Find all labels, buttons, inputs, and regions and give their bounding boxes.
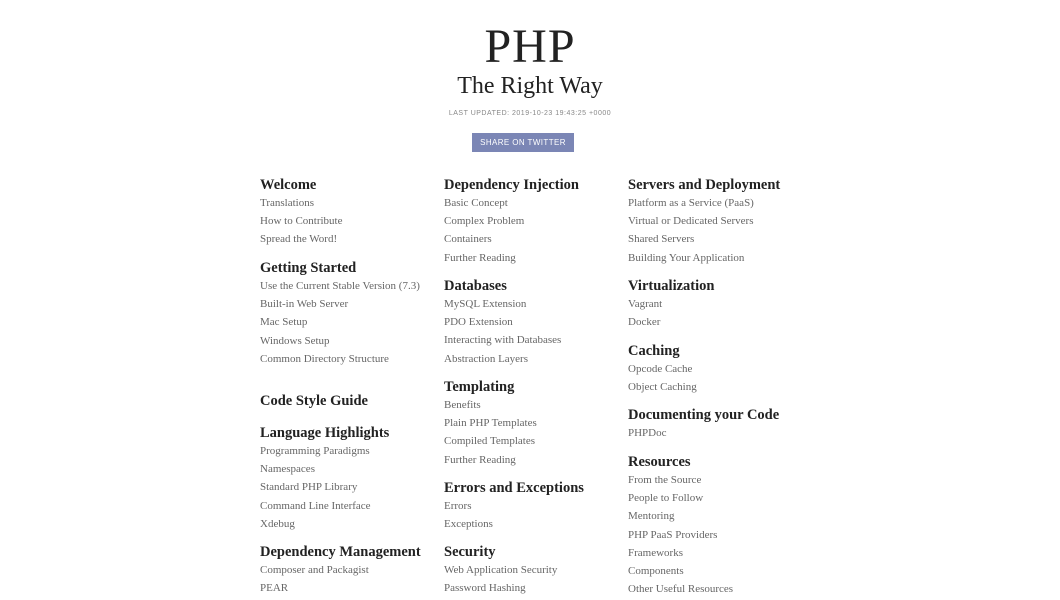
toc-list-item [444,500,614,513]
toc-list-item [628,492,808,505]
toc-section-virtualization [628,277,808,334]
toc-list-item [260,481,430,494]
toc-link-from-the-source[interactable]: From the Source [628,474,702,486]
site-subtitle: The Right Way [457,73,603,99]
toc-list-item [444,417,614,430]
toc-link-php-paas-providers[interactable]: PHP PaaS Providers [628,528,718,541]
toc-link-standard-php-library[interactable]: Standard PHP Library [260,481,358,494]
toc-link-command-line-interface[interactable]: Command Line Interface [260,499,371,512]
toc-list-item [260,335,430,348]
toc-section-language-highlights [260,424,430,536]
toc-list-item [260,197,430,210]
toc-list-item [260,353,430,366]
toc-link-how-to-contribute[interactable]: How to Contribute [260,215,343,228]
toc-link-abstraction-layers[interactable]: Abstraction Layers [444,352,528,365]
toc-section-title[interactable]: Language Highlights [260,425,390,441]
toc-link-plain-php-templates[interactable]: Plain PHP Templates [444,417,537,430]
toc-list-item [628,529,808,542]
toc-link-programming-paradigms[interactable]: Programming Paradigms [260,445,370,457]
toc-list-item [260,215,430,228]
toc-link-vagrant[interactable]: Vagrant [628,298,663,310]
toc-list-item [628,510,808,523]
toc-link-containers[interactable]: Containers [444,233,492,246]
toc-link-password-hashing[interactable]: Password Hashing [444,582,526,595]
toc-link-list [628,427,808,440]
toc-list-item [628,233,808,246]
toc-list-item [444,435,614,448]
toc-link-phpdoc[interactable]: PHPDoc [628,427,667,439]
toc-list-item [444,518,614,531]
toc-list-item [260,500,430,513]
toc-link-building-your-application[interactable]: Building Your Application [628,251,745,264]
toc-section-title[interactable]: Servers and Deployment [628,177,781,193]
toc-link-further-reading[interactable]: Further Reading [444,251,516,264]
toc-section-databases [444,277,614,371]
toc-section-title[interactable]: Virtualization [628,278,715,294]
toc-section-resources [628,453,808,600]
toc-link-list [260,197,430,246]
toc-link-basic-concept[interactable]: Basic Concept [444,197,508,209]
toc-list-item [260,298,430,311]
toc-link-list [444,500,614,531]
toc-list-item [260,280,430,293]
toc-link-list [260,280,430,366]
toc-section-title[interactable]: Security [444,544,496,560]
toc-list-item [628,252,808,265]
toc-link-benefits[interactable]: Benefits [444,399,481,411]
toc-list-item [628,427,808,440]
toc-list-item [628,381,808,394]
toc-link-object-caching[interactable]: Object Caching [628,381,697,394]
toc-list-item [628,215,808,228]
site-title[interactable]: PHP [484,20,576,73]
toc-list-item [260,582,430,595]
toc-link-mentoring[interactable]: Mentoring [628,510,675,523]
toc-link-translations[interactable]: Translations [260,197,314,209]
toc-link-errors[interactable]: Errors [444,500,472,512]
toc-section-title[interactable]: Documenting your Code [628,407,780,423]
toc-link-list [628,363,808,394]
toc-section-dependency-management [260,543,430,600]
toc-link-xdebug[interactable]: Xdebug [260,517,295,530]
toc-section-code-style-guide [260,392,430,413]
toc-section-dependency-injection [444,176,614,270]
toc-section-welcome [260,176,430,252]
toc-link-list [444,564,614,595]
toc-section-security [444,543,614,600]
toc-link-components[interactable]: Components [628,564,684,577]
toc-link-virtual-or-dedicated-servers[interactable]: Virtual or Dedicated Servers [628,215,754,228]
toc-list-item [444,353,614,366]
toc-link-compiled-templates[interactable]: Compiled Templates [444,435,535,448]
toc-section-errors-and-exceptions [444,479,614,536]
toc-list-item [628,583,808,596]
toc-list-item [628,565,808,578]
toc-link-list [628,298,808,329]
share-on-twitter-button[interactable]: SHARE ON TWITTER [472,133,574,152]
toc-list-item [444,197,614,210]
toc-link-list [260,445,430,531]
toc-list-item [628,547,808,560]
toc-section-title[interactable]: Resources [628,454,691,470]
toc-section-title[interactable]: Errors and Exceptions [444,480,584,496]
toc-link-windows-setup[interactable]: Windows Setup [260,334,330,347]
toc-link-pear[interactable]: PEAR [260,582,289,595]
toc-link-other-useful-resources[interactable]: Other Useful Resources [628,583,734,596]
toc-list-item [628,197,808,210]
toc-link-list [628,197,808,265]
toc-section-title[interactable]: Caching [628,343,680,359]
toc-link-spread-the-word[interactable]: Spread the Word! [260,233,338,246]
toc-link-platform-as-a-service-paas[interactable]: Platform as a Service (PaaS) [628,197,754,209]
toc-section-documenting-your-code [628,406,808,445]
toc-list-item [444,316,614,329]
toc-list-item [260,463,430,476]
toc-section-servers-and-deployment [628,176,808,270]
toc-link-composer-and-packagist[interactable]: Composer and Packagist [260,564,369,576]
toc-link-built-in-web-server[interactable]: Built-in Web Server [260,298,349,311]
toc-link-web-application-security[interactable]: Web Application Security [444,564,558,576]
toc-link-common-directory-structure[interactable]: Common Directory Structure [260,352,389,365]
toc-section-title[interactable]: Templating [444,379,515,395]
toc-link-list [628,474,808,596]
toc-link-further-reading[interactable]: Further Reading [444,453,516,466]
toc-link-opcode-cache[interactable]: Opcode Cache [628,363,693,375]
last-updated-text: LAST UPDATED: 2019-10-23 19:43:25 +0000 [448,110,612,117]
toc-list-item [260,233,430,246]
toc-section-templating [444,378,614,472]
toc-list-item [628,298,808,311]
toc-link-list [444,197,614,265]
toc-link-exceptions[interactable]: Exceptions [444,518,493,531]
toc-list-item [628,363,808,376]
toc-link-interacting-with-databases[interactable]: Interacting with Databases [444,334,562,347]
toc-list-item [444,233,614,246]
toc-list-item [260,445,430,458]
toc-list-item [260,518,430,531]
toc-list-item [628,474,808,487]
toc-section-title[interactable]: Dependency Management [260,544,421,560]
toc-list-item [628,316,808,329]
toc-list-item [444,334,614,347]
toc-link-use-the-current-stable-version-7-3[interactable]: Use the Current Stable Version (7.3) [260,280,420,292]
toc-section-title[interactable]: Dependency Injection [444,177,579,193]
toc-link-people-to-follow[interactable]: People to Follow [628,492,704,505]
toc-section-title[interactable]: Databases [444,278,507,294]
toc-list-item [444,454,614,467]
toc-link-frameworks[interactable]: Frameworks [628,546,683,559]
toc-section-title[interactable]: Welcome [260,177,317,193]
toc-section-getting-started [260,259,430,371]
toc-link-mysql-extension[interactable]: MySQL Extension [444,298,527,310]
toc-list-item [444,399,614,412]
toc-link-namespaces[interactable]: Namespaces [260,463,315,476]
toc-list-item [444,582,614,595]
toc-list-item [444,564,614,577]
toc-list-item [260,316,430,329]
toc-link-list [260,564,430,595]
toc-list-item [260,564,430,577]
toc-link-docker[interactable]: Docker [628,316,661,329]
toc-link-pdo-extension[interactable]: PDO Extension [444,316,513,329]
toc-link-list [444,399,614,467]
toc-section-caching [628,342,808,399]
toc-link-list [444,298,614,366]
toc-list-item [444,298,614,311]
toc-link-shared-servers[interactable]: Shared Servers [628,233,695,246]
toc-link-complex-problem[interactable]: Complex Problem [444,215,525,228]
toc-list-item [444,215,614,228]
toc-section-title[interactable]: Code Style Guide [260,393,368,409]
toc-section-title[interactable]: Getting Started [260,260,357,276]
toc-link-mac-setup[interactable]: Mac Setup [260,316,308,329]
toc-list-item [444,252,614,265]
